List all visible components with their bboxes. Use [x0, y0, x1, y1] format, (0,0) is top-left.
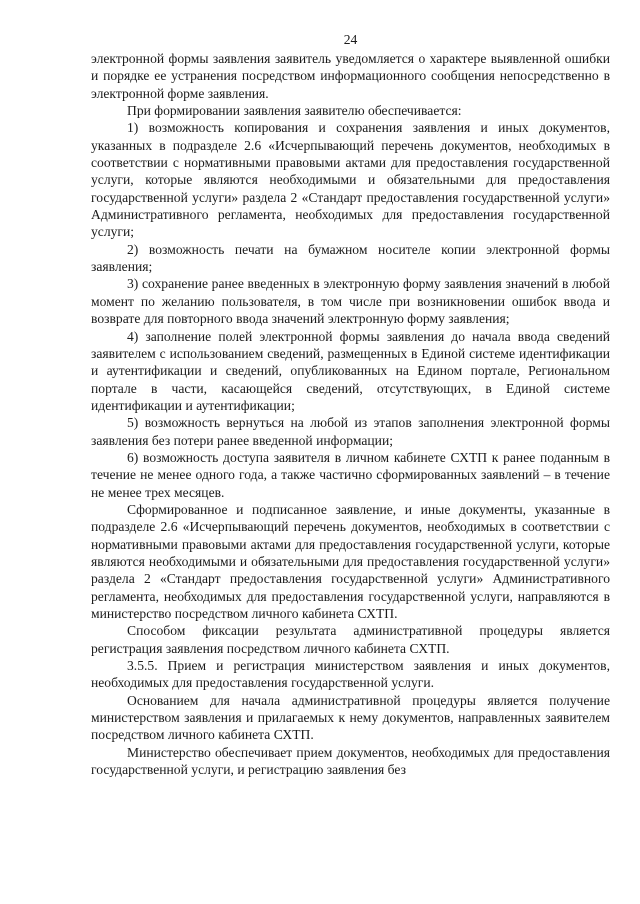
paragraph: 4) заполнение полей электронной формы заявления до начала ввода сведений заявителем с использованием сведений, размещенных в Единой системе идентификации и аутентификации и сведений, опубликованных на Едином портале, Региональном портале в части, касающейся сведений, отсутствующих, в Единой системе идентификации и аутентификации; — [91, 328, 610, 413]
paragraph: 3.5.5. Прием и регистрация министерством заявления и иных документов, необходимых для предоставления государственной услуги. — [91, 658, 610, 691]
paragraph: 3) сохранение ранее введенных в электронную форму заявления значений в любой момент по желанию пользователя, в том числе при возникновении ошибок ввода и возврате для повторного ввода значений электронную форму заявления; — [91, 276, 610, 327]
paragraph: Способом фиксации результата административной процедуры является регистрация заявления посредством личного кабинета СХТП. — [91, 623, 610, 656]
paragraph: При формировании заявления заявителю обеспечивается: — [127, 103, 462, 119]
paragraph: 2) возможность печати на бумажном носителе копии электронной формы заявления; — [91, 241, 610, 275]
paragraph: Сформированное и подписанное заявление, и иные документы, указанные в подразделе 2.6 «Исчерпывающий перечень документов, необходимых в соответствии с нормативными правовыми актами для предоставления государственной услуги, которые являются необходимыми и обязательными для предоставления государственной услуги» раздела 2 «Стандарт предоставления государственной услуги» Административного регламента, необходимых для предоставления государственной услуги, направляются в министерство посредством личного кабинета СХТП. — [91, 501, 610, 621]
paragraph: Основанием для начала административной процедуры является получение министерством заявления и прилагаемых к нему документов, направленных заявителем посредством личного кабинета СХТП. — [91, 692, 610, 743]
document-body — [91, 50, 610, 778]
page-number: 24 — [343, 32, 358, 47]
paragraph: 1) возможность копирования и сохранения заявления и иных документов, указанных в подразделе 2.6 «Исчерпывающий перечень документов, необходимых в соответствии с нормативными правовыми актами для предоставления государственной услуги, которые являются необходимыми и обязательными для предоставления государственной услуги» раздела 2 «Стандарт предоставления государственной услуги» Административного регламента, необходимых для предоставления государственной услуги; — [91, 120, 610, 240]
paragraph: 5) возможность вернуться на любой из этапов заполнения электронной формы заявления без потери ранее введенной информации; — [91, 415, 610, 448]
paragraph: Министерство обеспечивает прием документов, необходимых для предоставления государственной услуги, и регистрацию заявления без — [91, 744, 610, 778]
paragraph: электронной формы заявления заявитель уведомляется о характере выявленной ошибки и порядке ее устранения посредством информационного сообщения непосредственно в электронной форме заявления. — [91, 51, 610, 101]
document-page — [91, 31, 610, 778]
paragraph: 6) возможность доступа заявителя в личном кабинете СХТП к ранее поданным в течение не менее одного года, а также частично сформированных заявлений – в течение не менее трех месяцев. — [91, 449, 610, 500]
